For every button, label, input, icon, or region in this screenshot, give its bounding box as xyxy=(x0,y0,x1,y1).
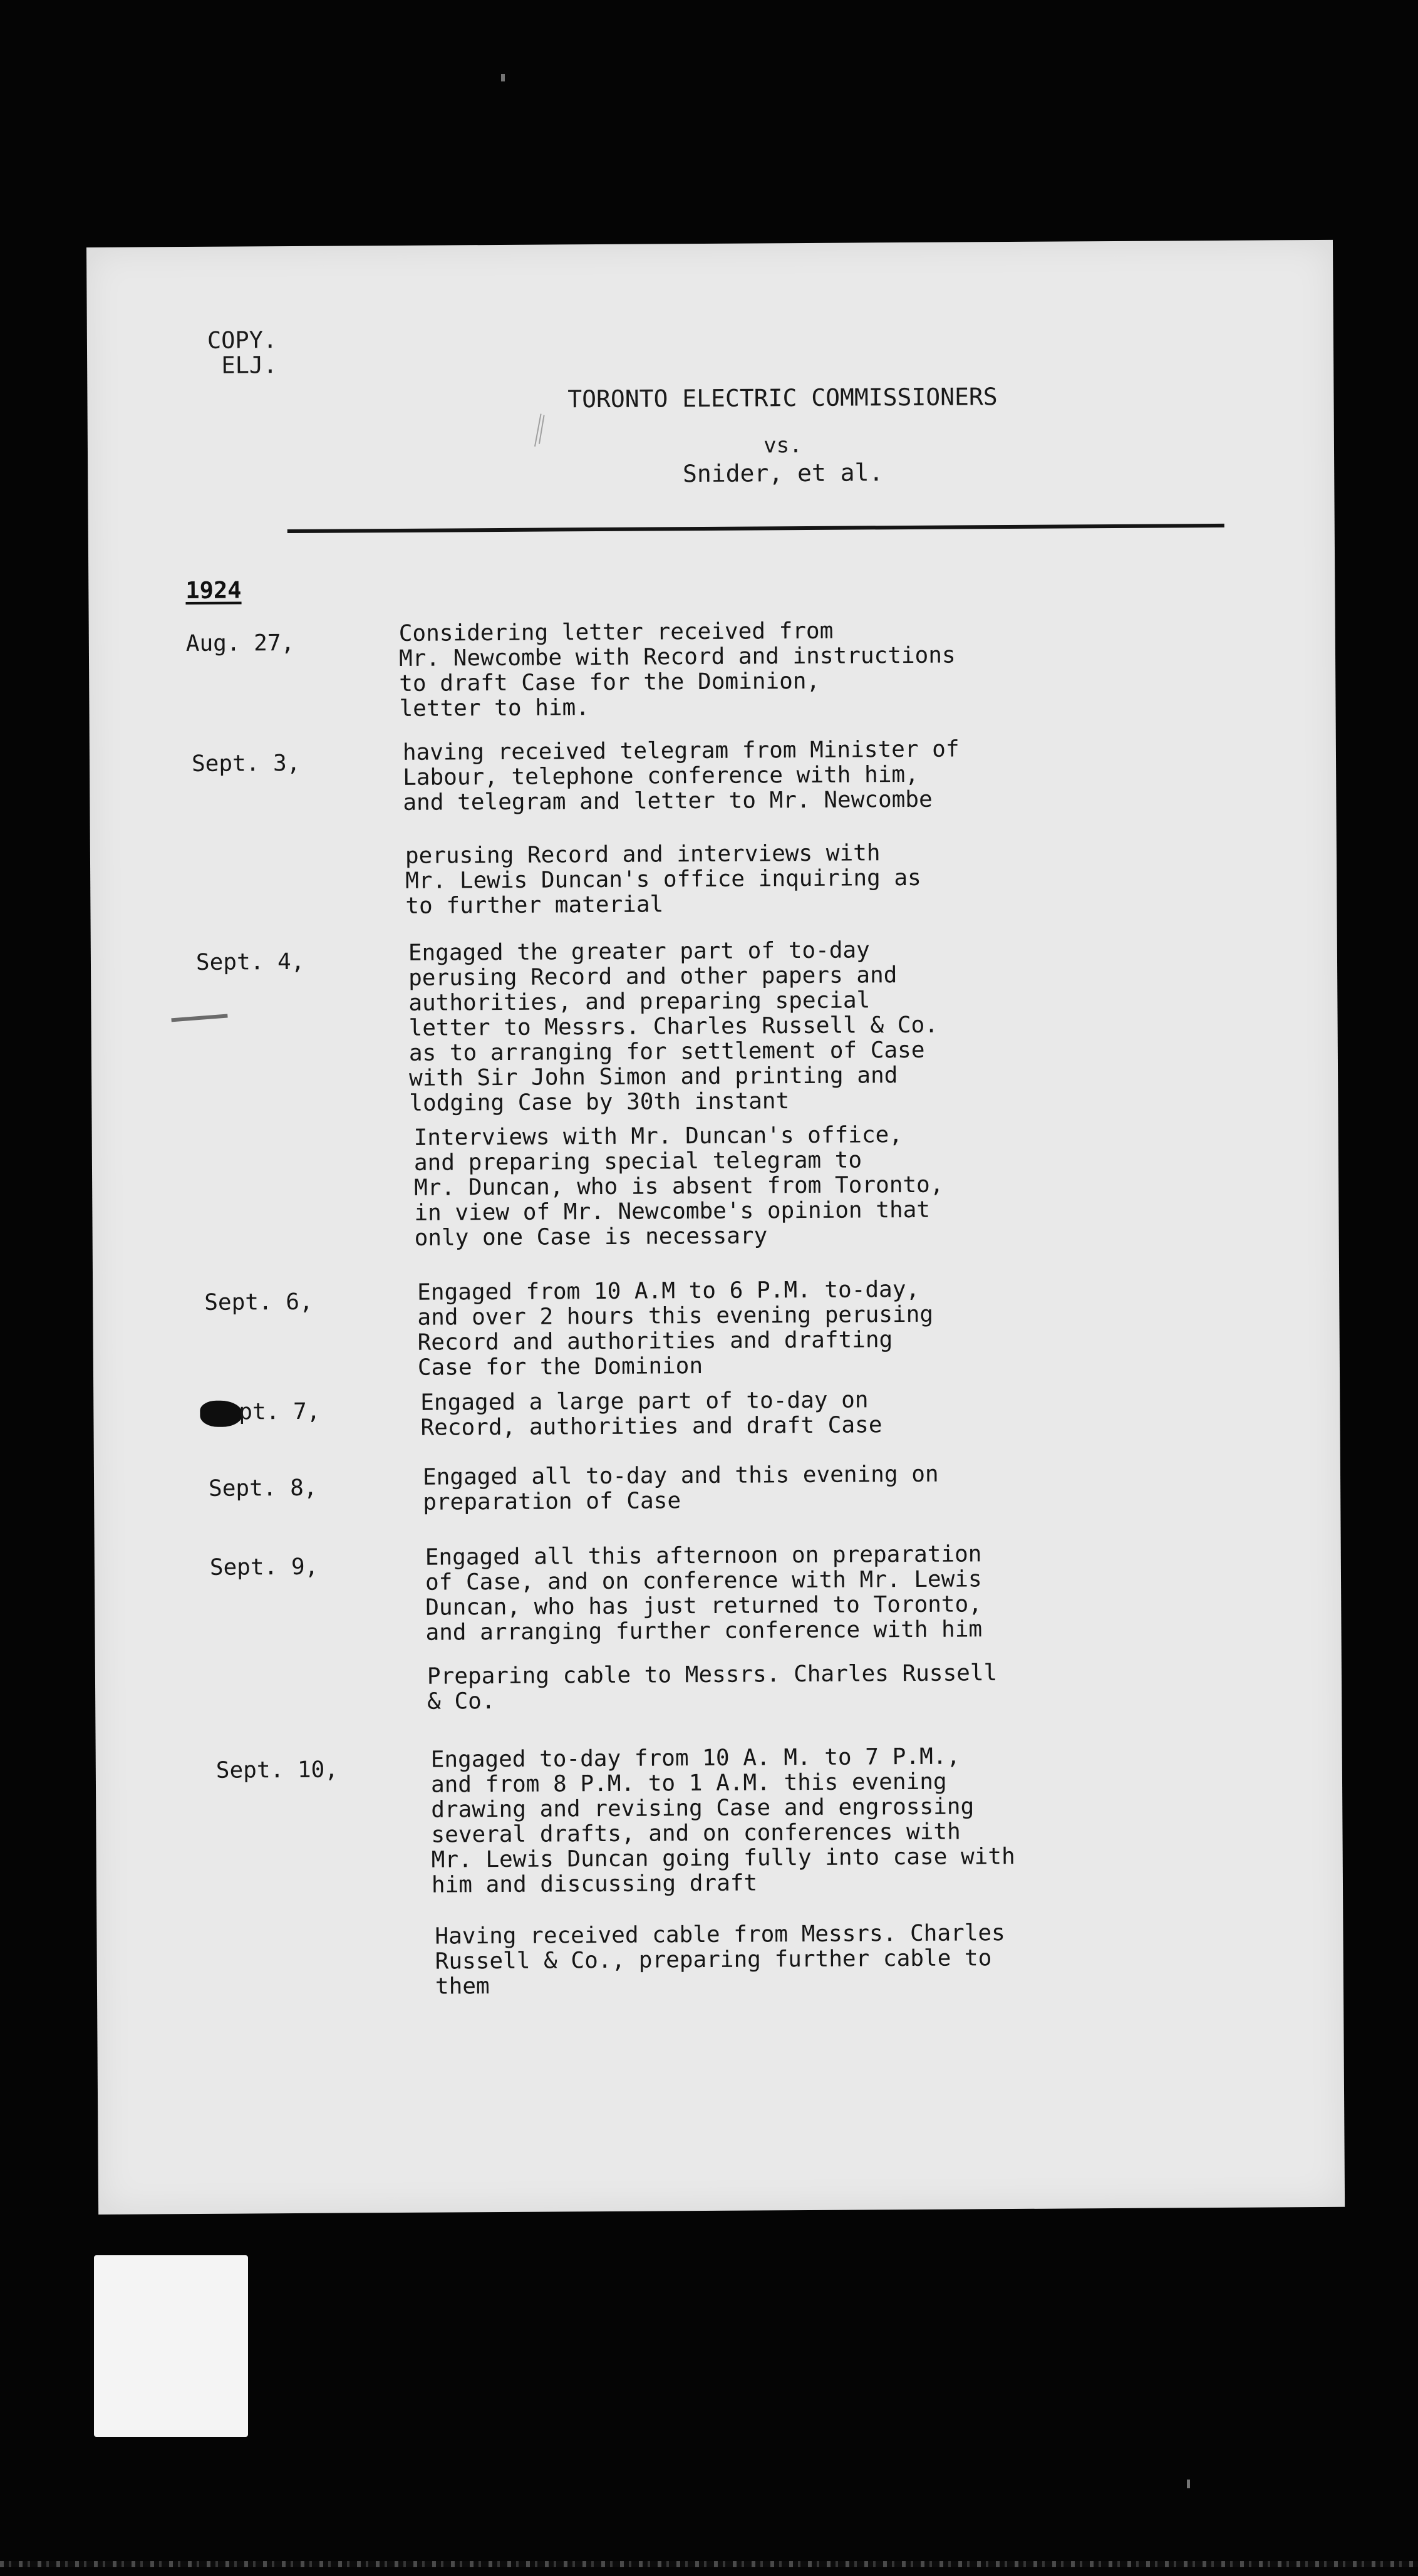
entry-text: Considering letter received from Mr. Newcombe with Record and instructions to draft Case for the Dominion, letter to him. xyxy=(398,618,956,722)
entry-text: Engaged the greater part of to-day perusing Record and other papers and authorities, and preparing special letter to Messrs. Charles Russell & Co. as to arranging for settlement of Case with Sir John Simon and printing and lodging Case by 30th instant xyxy=(408,937,939,1116)
document-page xyxy=(86,240,1345,2215)
film-scratch xyxy=(501,74,505,81)
archive-label-card xyxy=(94,2255,248,2437)
heading-line-1: TORONTO ELECTRIC COMMISSIONERS xyxy=(567,383,998,413)
entry-text: Preparing cable to Messrs. Charles Russell & Co. xyxy=(427,1660,998,1715)
entry-date: pt. 7, xyxy=(239,1398,321,1425)
heading-line-2: vs. xyxy=(763,433,802,459)
entry-date: Sept. 8, xyxy=(208,1475,318,1502)
copy-mark: COPY. ELJ. xyxy=(207,326,277,379)
year-label: 1924 xyxy=(185,576,242,605)
margin-dash-mark xyxy=(171,1014,227,1022)
entry-date: Sept. 3, xyxy=(191,750,301,777)
entry-date: Sept. 10, xyxy=(215,1757,339,1784)
entry-date: Aug. 27, xyxy=(185,630,295,657)
film-scratch xyxy=(1187,2480,1190,2488)
entry-date: Sept. 6, xyxy=(204,1289,313,1316)
entry-text: Engaged a large part of to-day on Record, authorities and draft Case xyxy=(420,1387,882,1441)
film-edge-strip xyxy=(0,2561,1418,2567)
entry-text: Engaged to-day from 10 A. M. to 7 P.M., and from 8 P.M. to 1 A.M. this evening drawing and revising Case and engrossing several drafts, and on conferences with Mr. Lewis Duncan going fully into case with him and discussing draft xyxy=(430,1743,1015,1898)
entry-text: having received telegram from Minister of Labour, telephone conference with him, and telegram and letter to Mr. Newcombe xyxy=(402,736,960,816)
entry-text: Engaged all to-day and this evening on preparation of Case xyxy=(422,1461,939,1515)
ink-blot xyxy=(200,1401,242,1427)
entry-text: Interviews with Mr. Duncan's office, and preparing special telegram to Mr. Duncan, who is absent from Toronto, in view of Mr. Newcombe's opinion that only one Case is necessary xyxy=(413,1122,944,1251)
entry-text: Having received cable from Messrs. Charles Russell & Co., preparing further cable to them xyxy=(435,1920,1005,2000)
pencil-mark xyxy=(532,413,545,448)
entry-date: Sept. 9, xyxy=(209,1554,319,1581)
entry-text: Engaged all this afternoon on preparation of Case, and on conference with Mr. Lewis Duncan, who has just returned to Toronto, and arranging further conference with him xyxy=(425,1541,983,1646)
heading-line-3: Snider, et al. xyxy=(682,459,884,488)
heading-rule xyxy=(287,524,1224,533)
entry-text: Engaged from 10 A.M to 6 P.M. to-day, and over 2 hours this evening perusing Record and authorities and drafting Case for the Dominion xyxy=(417,1276,934,1381)
entry-text: perusing Record and interviews with Mr. Lewis Duncan's office inquiring as to further material xyxy=(405,840,921,919)
entry-date: Sept. 4, xyxy=(195,948,305,975)
